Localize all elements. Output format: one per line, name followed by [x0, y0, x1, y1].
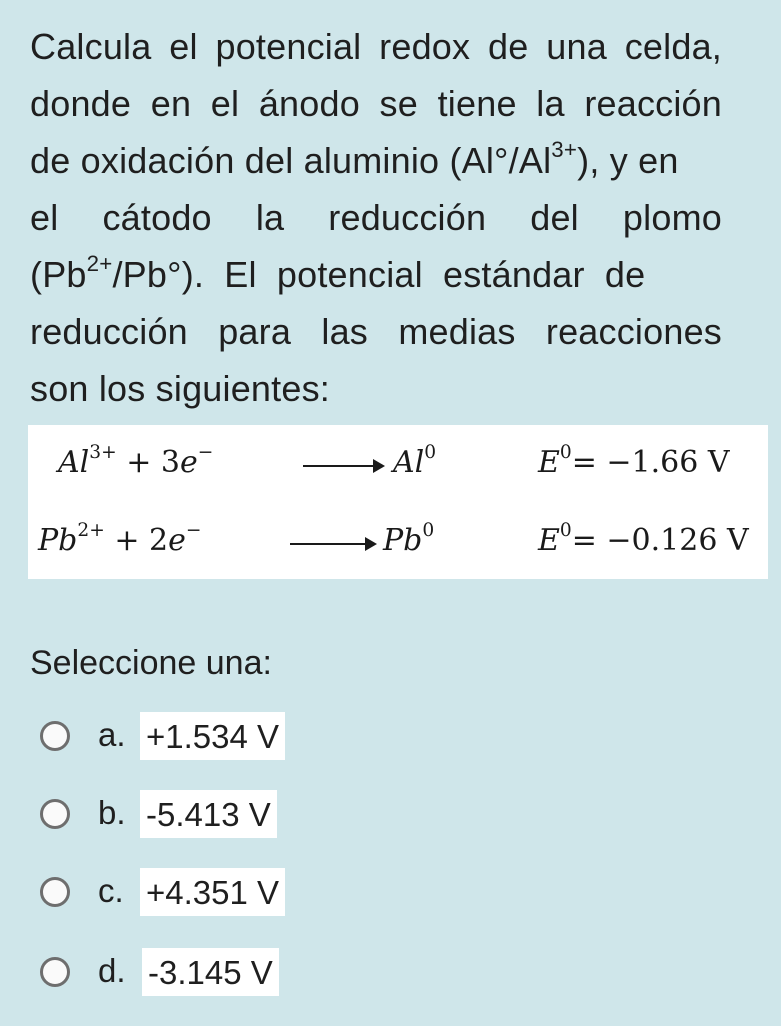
product: Al$^0$ [393, 442, 437, 480]
reaction-arrow [303, 465, 383, 467]
option-a[interactable] [40, 712, 340, 764]
standard-potential: $E^0= -0.126$ V [538, 520, 749, 558]
question-text [30, 18, 722, 417]
radio-button[interactable] [40, 799, 70, 829]
question-line: Calcula el potencial redox de una celda, [30, 26, 722, 67]
option-letter: b. [98, 794, 126, 831]
radio-button[interactable] [40, 877, 70, 907]
option-value: +4.351 V [140, 868, 285, 916]
question-line: el cátodo la reducción del plomo [30, 197, 722, 238]
option-value: +1.534 V [140, 712, 285, 760]
option-d[interactable] [40, 948, 340, 1000]
option-c[interactable] [40, 868, 340, 920]
question-line: son los siguientes: [30, 368, 330, 409]
option-value: -3.145 V [142, 948, 279, 996]
half-reaction-aluminum [28, 442, 768, 489]
select-prompt: Seleccione una: [30, 644, 272, 682]
half-reactions-table [28, 425, 768, 579]
question-line: donde en el ánodo se tiene la reacción [30, 83, 722, 124]
standard-potential: $E^0= -1.66$ V [538, 442, 730, 480]
option-b[interactable] [40, 790, 340, 842]
radio-button[interactable] [40, 957, 70, 987]
option-letter: d. [98, 952, 126, 989]
product: Pb$^0$ [383, 520, 435, 558]
question-line: $(Pb^{2+}/Pb^\circ)$. El potencial estándar de [30, 250, 646, 295]
radio-button[interactable] [40, 721, 70, 751]
option-value: -5.413 V [140, 790, 277, 838]
reactant: $Al^{3+} + 3e^-$ [58, 442, 214, 480]
question-line: reducción para las medias reacciones [30, 311, 722, 352]
option-letter: c. [98, 872, 124, 909]
option-letter: a. [98, 716, 126, 753]
half-reaction-lead [28, 520, 768, 567]
reactant: $Pb^{2+} + 2e^-$ [38, 520, 202, 558]
question-line: de oxidación del aluminio $(Al^\circ/Al^{3+})$, y en [30, 136, 679, 181]
reaction-arrow [290, 543, 375, 545]
